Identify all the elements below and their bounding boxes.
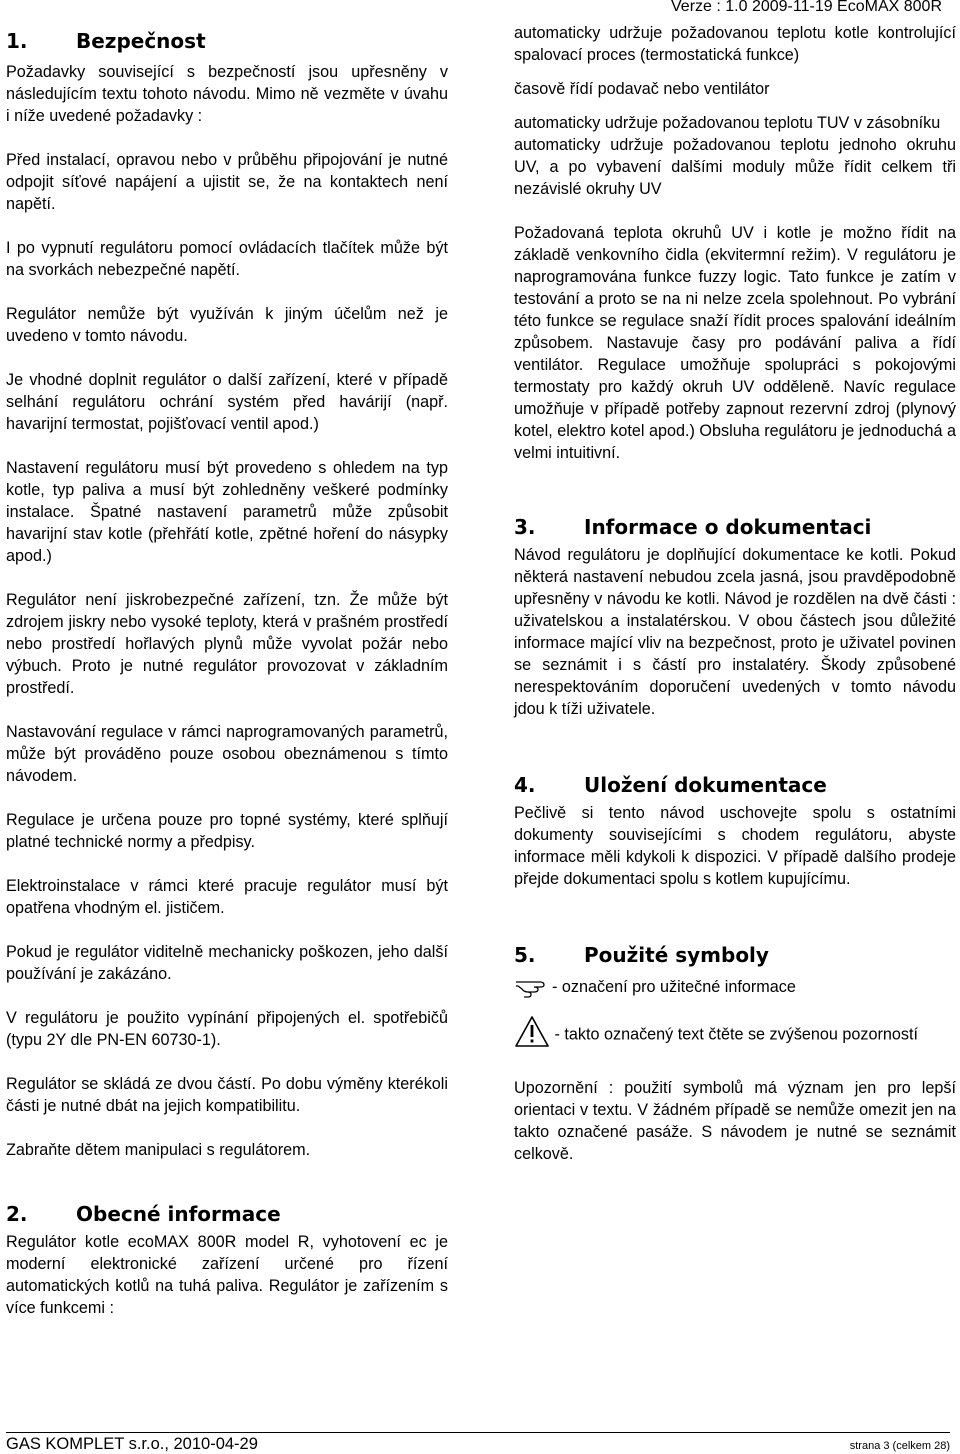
section-4-number: 4. [514,773,536,797]
footer-company: GAS KOMPLET s.r.o., 2010-04-29 [6,1435,258,1453]
section-5-number: 5. [514,943,536,967]
section-2-number: 2. [6,1202,28,1226]
s2-function: automaticky udržuje požadovanou teplotu TUV v zásobníku [514,114,941,132]
s1-paragraph: Nastavení regulátoru musí být provedeno s ohledem na typ kotle, typ paliva a musí být zohledněny veškeré podmínky instalace. Špatné nastavení parametrů může způsobit havarijní stav kotle (přehřátí kotle, zpětné hoření do násypky apod.) [6,459,448,565]
s1-paragraph: Regulace je určena pouze pro topné systémy, které splňují platné technické normy a předpisy. [6,811,448,851]
section-3-number: 3. [514,515,536,539]
page-footer [6,1432,950,1454]
pointing-hand-icon [514,976,552,1003]
s4-text: Pečlivě si tento návod uschovejte spolu s ostatními dokumenty souvisejícími s chodem regulátoru, abyste informace měli kdykoli k dispozici. V případě dalšího prodeje přejde dokumentaci spolu s kotlem kupujícímu. [514,804,956,888]
s1-paragraph: I po vypnutí regulátoru pomocí ovládacích tlačítek může být na svorkách nebezpečné napětí. [6,239,448,279]
s2-function: automaticky udržuje požadovanou teplotu kotle kontrolující spalovací proces (termostatická funkce) [514,24,956,64]
s5-note: Upozornění : použití symbolů má význam jen pro lepší orientaci v textu. V žádném případě se nemůže omezit jen na takto označené pasáže. S návodem je nutné se seznámit celkově. [514,1079,956,1163]
section-5-title: Použité symboly [584,943,769,967]
s1-paragraph: Elektroinstalace v rámci které pracuje regulátor musí být opatřena vhodným el. jističem. [6,877,448,917]
section-2-heading [6,1199,448,1229]
section-4-heading [514,770,956,800]
s1-paragraph: Pokud je regulátor viditelně mechanicky poškozen, jeho další používání je zakázáno. [6,943,448,983]
section-3-title: Informace o dokumentaci [584,515,872,539]
s1-paragraph: Před instalací, opravou nebo v průběhu připojování je nutné odpojit síťové napájení a ujistit se, že na kontaktech není napětí. [6,151,448,213]
section-1-heading [6,26,448,56]
s2-description: Požadovaná teplota okruhů UV i kotle je možno řídit na základě venkovního čidla (ekvitermní režim). V regulátoru je naprogramována funkce fuzzy logic. Tato funkce je zatím v testování a proto se na ni nelze zcela spolehnout. Po vybrání této funkce se regulace snaží řídit proces spalování ideálním způsobem. Nastavuje časy pro podávání paliva a řídí ventilátor. Regulace umožňuje spolupráci s pokojovými termostaty pro každý okruh UV odděleně. Navíc regulace umožňuje v případě potřeby zapnout rezervní zdroj (plynový kotel, elektro kotel apod.) Obsluha regulátoru je jednoduchá a velmi intuitivní. [514,224,956,462]
left-column [6,0,448,1319]
section-5-heading [514,940,956,970]
warning-triangle-icon [514,1015,550,1055]
s1-paragraph: Je vhodné doplnit regulátor o další zařízení, které v případě selhání regulátoru ochrání systém před havárijí (např. havarijní termostat, pojišťovací ventil apod.) [6,371,448,433]
s1-paragraph: Regulátor není jiskrobezpečné zařízení, tzn. Že může být zdrojem jiskry nebo vysoké teploty, která v prašném prostředí nebo prostředí hořlavých plynů může vyvolat požár nebo výbuch. Proto je nutné regulátor provozovat v základním prostředí. [6,591,448,697]
symbol-hand-text: - označení pro užitečné informace [552,978,796,996]
page-header-version: Verze : 1.0 2009-11-19 EcoMAX 800R [671,0,942,15]
s1-paragraph: Regulátor se skládá ze dvou částí. Po dobu výměny kterékoli části je nutné dbát na jejich kompatibilitu. [6,1075,448,1115]
s2-function: automaticky udržuje požadovanou teplotu jednoho okruhu UV, a po vybavení dalšími moduly může řídit celkem tři nezávislé okruhy UV [514,136,956,198]
right-column [514,0,956,1165]
footer-page-number: strana 3 (celkem 28) [849,1440,950,1452]
symbol-warning-text: - takto označený text čtěte se zvýšenou pozorností [550,1025,919,1044]
section-1-number: 1. [6,29,28,53]
section-1-title: Bezpečnost [76,29,206,53]
s1-paragraph: V regulátoru je použito vypínání připojených el. spotřebičů (typu 2Y dle PN-EN 60730-1). [6,1009,448,1049]
section-2-title: Obecné informace [76,1202,281,1226]
section-4-title: Uložení dokumentace [584,773,827,797]
s1-paragraph: Zabraňte dětem manipulaci s regulátorem. [6,1141,311,1159]
s2-function: časově řídí podavač nebo ventilátor [514,80,770,98]
s3-text: Návod regulátoru je doplňující dokumentace ke kotli. Pokud některá nastavení nebudou zcela jasná, jsou pravděpodobně upřesněny v návodu ke kotli. Návod je rozdělen na dvě části : uživatelskou a instalatérskou. V obou částech jsou důležité informace mající vliv na bezpečnost, proto je uživatel povinen se seznámit i s částí pro instalatéry. Škody způsobené nerespektováním doporučení uvedených v tomto návodu jdou k tíži uživatele. [514,546,956,718]
s1-paragraph: Nastavování regulace v rámci naprogramovaných parametrů, může být prováděno pouze osobou obeznámenou s tímto návodem. [6,723,448,785]
symbol-hand-row [514,976,956,1003]
s2-intro: Regulátor kotle ecoMAX 800R model R, vyhotovení ec je moderní elektronické zařízení určené pro řízení automatických kotlů na tuhá paliva. Regulátor je zařízením s více funkcemi : [6,1233,448,1317]
s1-paragraph: Regulátor nemůže být využíván k jiným účelům než je uvedeno v tomto návodu. [6,305,448,345]
symbol-warning-row [514,1015,956,1055]
s1-paragraph: Požadavky související s bezpečností jsou upřesněny v následujícím textu tohoto návodu. Mimo ně vezměte v úvahu i níže uvedené požadavky : [6,63,448,125]
section-3-heading [514,512,956,542]
